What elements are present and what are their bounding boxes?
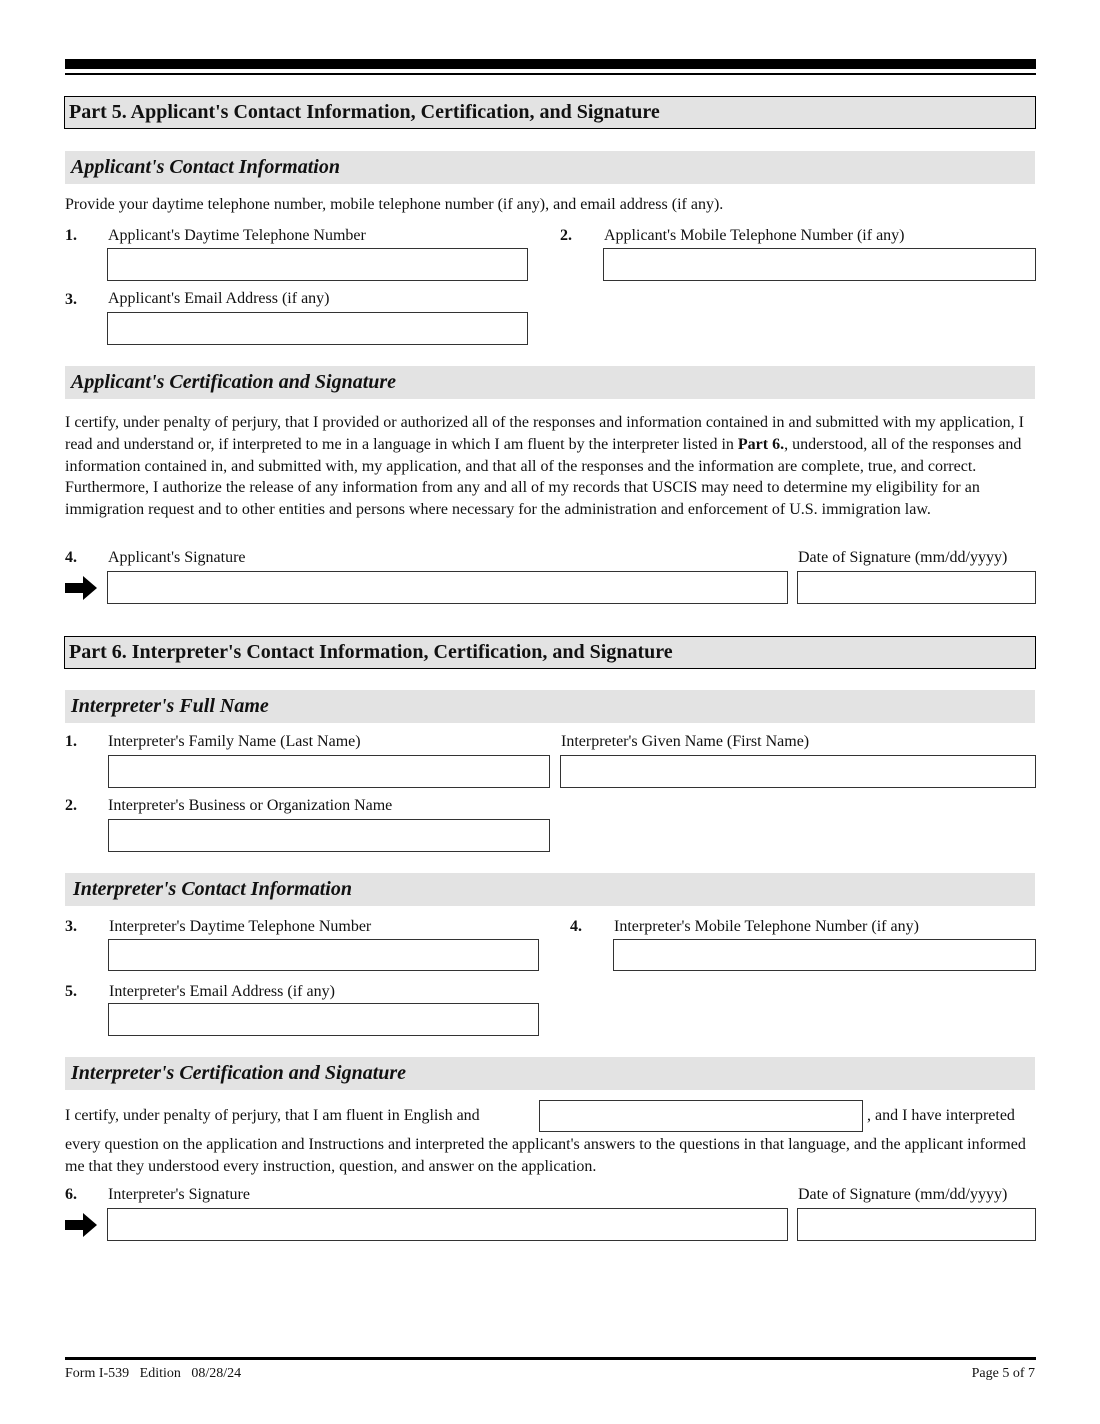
interpreter-language-field[interactable] — [539, 1100, 863, 1132]
applicant-certification-heading: Applicant's Certification and Signature — [65, 366, 1035, 399]
interpreter-certification-heading: Interpreter's Certification and Signature — [65, 1057, 1035, 1090]
applicant-email-field[interactable] — [107, 312, 528, 345]
interpreter-signature-label: Interpreter's Signature — [108, 1186, 250, 1203]
applicant-cert-text-bold: Part 6. — [737, 435, 785, 453]
right-arrow-icon — [65, 576, 97, 600]
interpreter-email-label: Interpreter's Email Address (if any) — [109, 983, 335, 1000]
applicant-mobile-phone-label: Applicant's Mobile Telephone Number (if any) — [604, 227, 905, 244]
applicant-mobile-phone-field[interactable] — [603, 248, 1036, 281]
applicant-cert-text-a: I certify, under penalty of perjury, that I provided or authorized all of the responses and information contained in and submitted with my application, I read and understand or, if interpreted to me in a language in which I am fluent by the interpreter listed in — [65, 414, 1024, 453]
interpreter-cert-line1-a: I certify, under penalty of perjury, that I am fluent in English and — [65, 1107, 480, 1124]
interpreter-daytime-phone-field[interactable] — [108, 939, 539, 971]
applicant-signature-date-label: Date of Signature (mm/dd/yyyy) — [798, 549, 1008, 566]
interpreter-given-name-label: Interpreter's Given Name (First Name) — [561, 733, 810, 750]
applicant-signature-label: Applicant's Signature — [108, 549, 246, 566]
applicant-signature-date-field[interactable] — [797, 571, 1036, 604]
part5-title: Part 5. Applicant's Contact Information, Certification, and Signature — [64, 96, 1036, 129]
part6-title: Part 6. Interpreter's Contact Information, Certification, and Signature — [64, 636, 1036, 669]
interpreter-cert-text: every question on the application and Instructions and interpreted the applicant's answers to the questions in that language, and the applicant informed me that they understood every instruction, question, and answer on the application. — [65, 1136, 1026, 1175]
interpreter-signature-field[interactable] — [107, 1208, 788, 1241]
applicant-signature-field[interactable] — [107, 571, 788, 604]
interpreter-family-name-label: Interpreter's Family Name (Last Name) — [108, 733, 361, 750]
p6-q4-number: 4. — [570, 918, 582, 935]
interpreter-signature-date-field[interactable] — [797, 1208, 1036, 1241]
p6-q5-number: 5. — [65, 983, 77, 1000]
interpreter-mobile-phone-label: Interpreter's Mobile Telephone Number (if any) — [614, 918, 919, 935]
p6-q3-number: 3. — [65, 918, 77, 935]
interpreter-family-name-field[interactable] — [108, 755, 550, 788]
interpreter-signature-date-label: Date of Signature (mm/dd/yyyy) — [798, 1186, 1008, 1203]
applicant-contact-intro: Provide your daytime telephone number, mobile telephone number (if any), and email address (if any). — [65, 196, 724, 213]
footer-rule — [65, 1357, 1036, 1360]
interpreter-given-name-field[interactable] — [560, 755, 1036, 788]
applicant-email-label: Applicant's Email Address (if any) — [108, 290, 330, 307]
interpreter-business-name-label: Interpreter's Business or Organization Name — [108, 797, 393, 814]
right-arrow-icon — [65, 1213, 97, 1237]
header-rule-thin — [65, 73, 1036, 75]
p6-q2-number: 2. — [65, 797, 77, 814]
applicant-contact-heading: Applicant's Contact Information — [65, 151, 1035, 184]
p6-q6-number: 6. — [65, 1186, 77, 1203]
header-rule-thick — [65, 59, 1036, 69]
applicant-daytime-phone-label: Applicant's Daytime Telephone Number — [108, 227, 366, 244]
interpreter-business-name-field[interactable] — [108, 819, 550, 852]
q1-number: 1. — [65, 227, 77, 244]
applicant-daytime-phone-field[interactable] — [107, 248, 528, 281]
form-edition: Form I-539 Edition 08/28/24 — [65, 1366, 242, 1381]
interpreter-full-name-heading: Interpreter's Full Name — [65, 690, 1035, 723]
interpreter-contact-heading: Interpreter's Contact Information — [65, 873, 1035, 906]
q4-number: 4. — [65, 549, 77, 566]
interpreter-cert-line1-b: , and I have interpreted — [867, 1107, 1015, 1124]
applicant-cert-text-b: , understood, all of the responses and information contained in, and submitted with, my application, and that all of the responses and the information are complete, true, and correct. Furthermore, I authorize the release of any information from any and all of my records that USCIS may need to determine my eligibility for an immigration request and to other entities and persons where necessary for the administration and enforcement of U.S. immigration law. — [65, 435, 1022, 519]
q2-number: 2. — [560, 227, 572, 244]
interpreter-mobile-phone-field[interactable] — [613, 939, 1036, 971]
p6-q1-number: 1. — [65, 733, 77, 750]
interpreter-email-field[interactable] — [108, 1003, 539, 1036]
applicant-certification-text — [65, 412, 1037, 521]
page-number: Page 5 of 7 — [971, 1366, 1035, 1381]
q3-number: 3. — [65, 291, 77, 308]
interpreter-daytime-phone-label: Interpreter's Daytime Telephone Number — [109, 918, 372, 935]
